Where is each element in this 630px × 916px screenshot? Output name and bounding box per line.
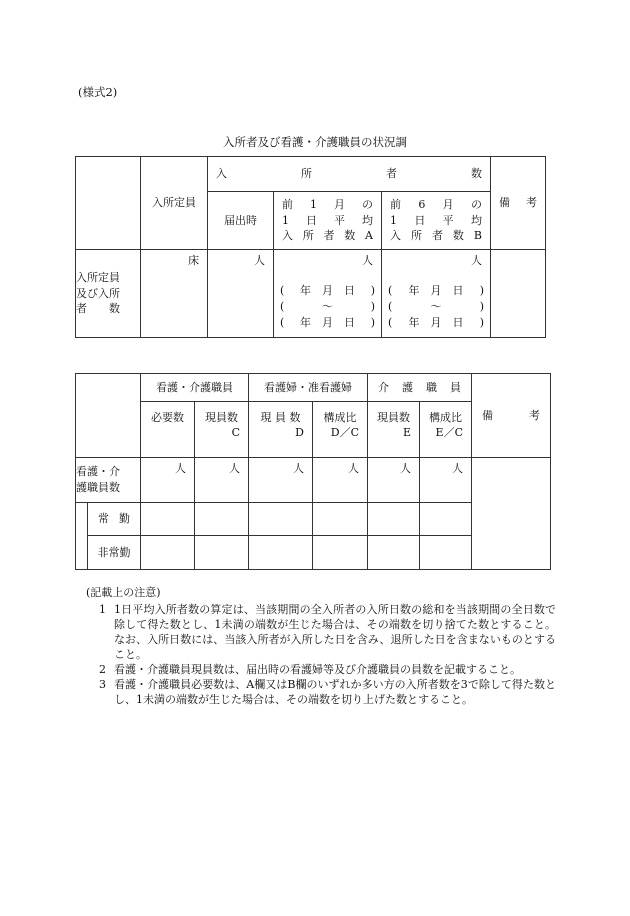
person-unit: 人 xyxy=(362,254,373,267)
notes-section xyxy=(86,585,556,707)
person-unit: 人 xyxy=(471,254,483,267)
prev-1-month-header: 前 1 月 の 1 日 平 均 入 所 者 数 A xyxy=(274,192,382,250)
capacity-header: 入所定員 xyxy=(141,157,208,250)
part-time-label: 非常勤 xyxy=(88,536,141,570)
prev-6-month-header: 前 6 月 の 1 日 平 均 入 所 者 数 B xyxy=(382,192,491,250)
bed-unit: 床 xyxy=(188,254,199,267)
nurse-header: 看護婦・准看護婦 xyxy=(249,374,368,402)
row-label-capacity-admissions: 入所定員 及び入所 者 数 xyxy=(76,250,141,338)
notification-time-header: 届出時 xyxy=(208,192,274,250)
current-count-d-header: 現 員 数 D xyxy=(249,402,313,458)
note-item: 1 1日平均入所者数の算定は、当該期間の全入所者の入所日数の総和を当該期間の全日数で除して得た数とし、1未満の端数が生じた場合は、その端数を切り捨てた数とすること。なお、入所日数には、当該入所者が入所した日を含み、退所した日を含まないものとすること。 xyxy=(99,603,556,661)
document-title: 入所者及び看護・介護職員の状況調 xyxy=(223,135,407,149)
care-current-e-cell: 人 xyxy=(368,458,420,503)
staff-table xyxy=(75,373,551,570)
indent-cell xyxy=(76,503,88,536)
capacity-value-cell xyxy=(141,250,208,338)
indent-cell xyxy=(76,536,88,570)
note-item: 2 看護・介護職員現員数は、届出時の看護婦等及び介護職員の員数を記載すること。 xyxy=(99,663,521,676)
required-count-header: 必要数 xyxy=(141,402,195,458)
notes-heading: (記載上の注意) xyxy=(86,586,161,599)
note-item: 3 看護・介護職員必要数は、A欄又はB欄のいずれか多い方の入所者数を3で除して得た数とし、1未満の端数が生じた場合は、その端数を切り上げた数とすること。 xyxy=(99,678,556,706)
remarks-header: 備 考 xyxy=(491,157,546,250)
row-label-staff-count: 看護・介 護職員数 xyxy=(76,458,141,503)
ratio-dc-header: 構成比 D／C xyxy=(313,402,368,458)
remarks-value-cell xyxy=(491,250,546,338)
corner-cell xyxy=(76,157,141,250)
nursing-care-staff-header: 看護・介護職員 xyxy=(141,374,249,402)
notification-value-cell xyxy=(208,250,274,338)
admission-table xyxy=(75,156,546,338)
form-number: (様式2) xyxy=(78,85,118,99)
nurse-current-d-cell: 人 xyxy=(249,458,313,503)
staff-current-c-cell: 人 xyxy=(195,458,249,503)
corner-cell xyxy=(76,374,141,458)
full-time-label: 常 勤 xyxy=(88,503,141,536)
remarks-header: 備 考 xyxy=(472,374,551,458)
current-count-e-header: 現員数 E xyxy=(368,402,420,458)
care-staff-header: 介 護 職 員 xyxy=(368,374,472,402)
person-unit: 人 xyxy=(254,254,265,267)
remarks-value-cell xyxy=(472,458,551,570)
prev-1-month-value-cell: 人 ( 年 月 日 ) ( ～ ) ( 年 月 日 ) xyxy=(274,250,382,338)
current-count-c-header: 現員数 C xyxy=(195,402,249,458)
nurse-ratio-cell: 人 xyxy=(313,458,368,503)
care-ratio-cell: 人 xyxy=(420,458,472,503)
admission-count-header: 入 所 者 数 xyxy=(208,157,491,192)
prev-6-month-value-cell: 人 ( 年 月 日 ) ( ～ ) ( 年 月 日 ) xyxy=(382,250,491,338)
staff-required-cell: 人 xyxy=(141,458,195,503)
ratio-ec-header: 構成比 E／C xyxy=(420,402,472,458)
